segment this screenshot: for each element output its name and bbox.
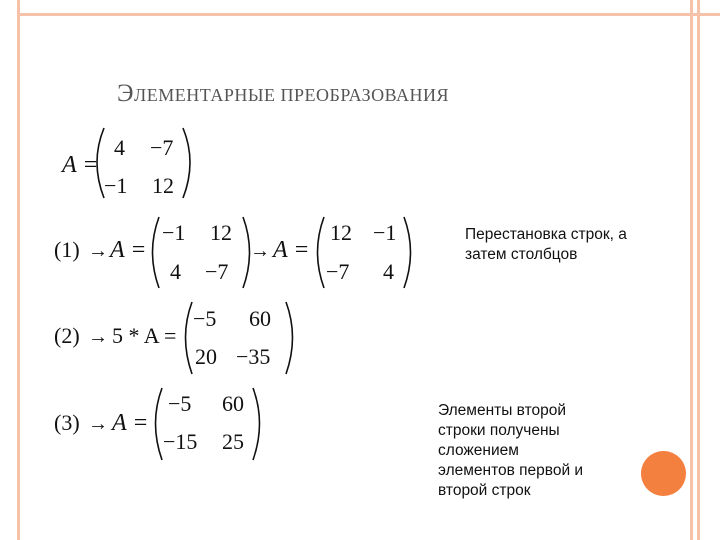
cell: −1 (162, 220, 186, 245)
note-line: сложением (438, 442, 519, 459)
step2-equation (54, 302, 293, 374)
cell: −1 (104, 173, 128, 198)
arrow-icon: → (88, 240, 108, 262)
matrix-a-equation (60, 128, 190, 198)
cell: −35 (236, 344, 271, 369)
cell: 4 (114, 135, 125, 160)
cell: −7 (150, 135, 174, 160)
left-paren (156, 388, 163, 460)
cell: −7 (205, 259, 229, 284)
cell: 12 (330, 220, 352, 245)
lhs: A = (112, 410, 149, 436)
step1-equation (54, 217, 411, 288)
note-swap (465, 225, 695, 265)
note-sum (438, 401, 628, 501)
left-paren (153, 217, 160, 288)
cell: 12 (210, 220, 232, 245)
cell: −5 (168, 391, 192, 416)
right-paren (404, 217, 411, 288)
title-first-letter: Э (117, 80, 135, 107)
step-label: (3) (54, 410, 80, 435)
arrow-icon: → (88, 326, 108, 348)
arrow-icon: → (250, 240, 270, 262)
right-paren (253, 388, 260, 460)
note-line: элементов первой и (438, 462, 584, 479)
note-line: Элементы второй (438, 402, 567, 419)
cell: 4 (383, 259, 394, 284)
note-line: Перестановка строк, а (465, 226, 627, 243)
cell: −7 (326, 259, 350, 284)
cell: −15 (163, 429, 198, 454)
cell: −5 (193, 306, 217, 331)
cell: 60 (249, 306, 271, 331)
arrow-icon: → (88, 413, 108, 435)
right-paren (243, 217, 250, 288)
cell: 20 (195, 344, 217, 369)
left-paren (318, 217, 325, 288)
right-paren (286, 302, 293, 374)
left-paren (186, 302, 193, 374)
title-rest: ЛЕМЕНТАРНЫЕ ПРЕОБРАЗОВАНИЯ (134, 85, 450, 105)
cell: 60 (222, 391, 244, 416)
lhs-a: A = (62, 152, 99, 178)
cell: −1 (373, 220, 397, 245)
step-label: (1) (54, 237, 80, 262)
lhs: A = (110, 237, 147, 263)
step-label: (2) (54, 323, 80, 348)
lhs: 5 * A = (112, 323, 177, 348)
cell: 4 (170, 259, 181, 284)
note-line: затем столбцов (465, 246, 578, 263)
note-line: второй строк (438, 482, 531, 499)
step3-equation (54, 388, 260, 460)
cell: 12 (152, 173, 174, 198)
note-line: строки получены (438, 422, 560, 439)
right-paren (183, 128, 190, 198)
lhs: A = (273, 237, 310, 263)
cell: 25 (222, 429, 244, 454)
